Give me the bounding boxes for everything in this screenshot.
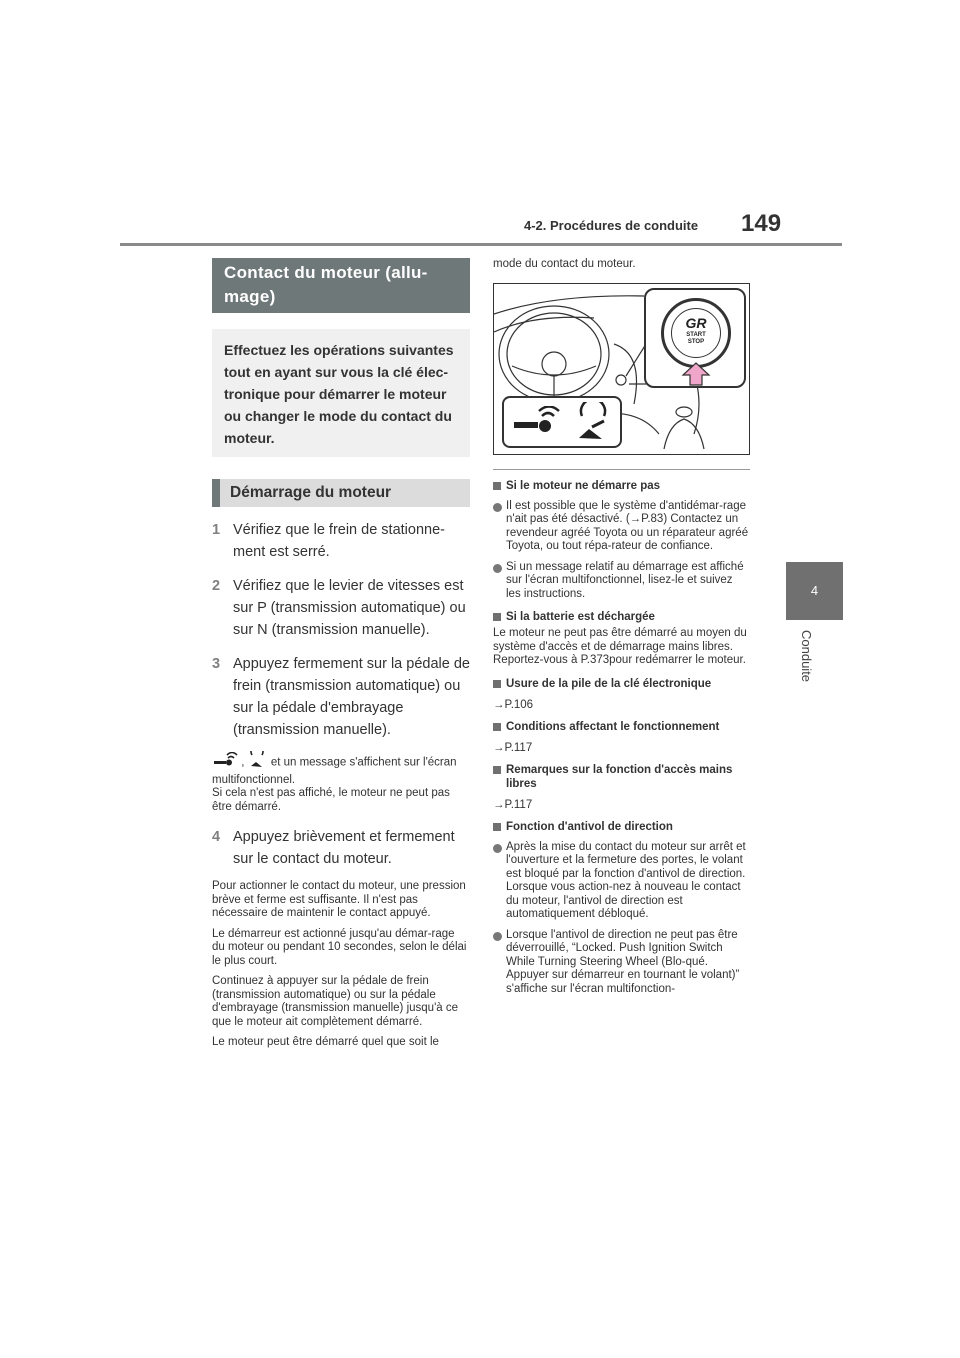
icon-separator: , <box>241 756 245 769</box>
start-stop-button[interactable]: GR START STOP <box>661 298 731 368</box>
start-button-zoom <box>644 288 746 388</box>
step-3-note: , et un message s'affichent sur l'écran multifonctionnel. Si cela n'est pas affiché, le moteur ne peut pas être démarré. <box>212 751 470 814</box>
bullet-item: Si un message relatif au démarrage est affiché sur l'écran multifonctionnel, lisez-le et suivez les instructions. <box>493 561 750 602</box>
page-reference[interactable]: →P.117 <box>493 798 533 811</box>
foot-on-pedal-icon <box>574 402 614 442</box>
heading-hands-free: Remarques sur la fonction d'accès mains libres <box>493 763 750 791</box>
heading-engine-no-start: Si le moteur ne démarre pas <box>493 479 750 493</box>
key-icon-box <box>502 396 622 448</box>
section-title: Contact du moteur (allu-mage) <box>212 258 470 313</box>
step-2: 2 Vérifiez que le levier de vitesses est sur P (transmission automatique) ou sur N (transmission manuelle). <box>212 578 466 638</box>
chapter-tab-label: Conduite <box>799 630 814 683</box>
battery-text: Le moteur ne peut pas être démarré au moyen du système d'accès et de démarrage mains libres. Reportez-vous à P.373pour redémarrer le moteur. <box>493 627 747 666</box>
heading-steering-lock: Fonction d'antivol de direction <box>493 820 750 834</box>
subsection-title: Démarrage du moteur <box>212 479 470 507</box>
gr-logo: GR <box>685 314 707 331</box>
electronic-key-icon <box>512 406 566 440</box>
bullet-item: Il est possible que le système d'antidémar-rage n'ait pas été désactivé. (→P.83) Contactez un revendeur agréé Toyota ou un réparateur agréé Toyota, ou tout répa-rateur de confiance. <box>493 500 750 554</box>
foot-on-pedal-icon <box>248 751 268 774</box>
figure-divider <box>493 469 750 470</box>
chapter-tab-number[interactable]: 4 <box>786 562 843 620</box>
paragraph: Continuez à appuyer sur la pédale de frein (transmission automatique) ou sur la pédale d'embrayage (transmission manuelle) jusqu'à ce que le moteur ait complètement démarré. <box>212 975 459 1028</box>
bullet-item: Après la mise du contact du moteur sur arrêt et l'ouverture et la fermeture des portes, le volant est bloqué par la fonction d'antivol de direction. Lorsque vous action-nez à nouveau le contact du moteur, l'antivol de direction est automatiquement débloqué. <box>493 841 750 922</box>
electronic-key-icon <box>212 752 238 773</box>
heading-conditions: Conditions affectant le fonctionnement <box>493 720 750 734</box>
heading-key-battery: Usure de la pile de la clé électronique <box>493 677 750 691</box>
right-column <box>493 258 750 996</box>
left-column <box>212 258 470 1050</box>
step-1: 1 Vérifiez que le frein de stationne-ment est serré. <box>212 522 445 560</box>
header-divider <box>120 243 842 246</box>
continued-text: mode du contact du moteur. <box>493 258 636 270</box>
page-reference[interactable]: →P.117 <box>493 741 533 754</box>
heading-battery: Si la batterie est déchargée <box>493 610 750 624</box>
page-reference[interactable]: →P.106 <box>493 698 534 711</box>
bullet-item: Lorsque l'antivol de direction ne peut pas être déverrouillé, “Locked. Push Ignition Switch While Turning Steering Wheel (Blo-qué. Appuyer sur démarreur en tournant le volant)” s'affiche sur l'écran multifonction- <box>493 929 750 997</box>
paragraph: Pour actionner le contact du moteur, une pression brève et ferme est suffisante. Il n'est pas nécessaire de maintenir le contact appuyé. <box>212 880 466 919</box>
section-header: 4-2. Procédures de conduite <box>524 218 699 233</box>
step-3: 3 Appuyez fermement sur la pédale de frein (transmission automatique) ou sur la pédale d'embrayage (transmission manuelle). <box>212 656 470 738</box>
page-number: 149 <box>741 210 782 237</box>
press-arrow-icon <box>681 362 711 386</box>
paragraph: Le démarreur est actionné jusqu'au démar-rage du moteur ou pendant 10 secondes, selon le délai le plus court. <box>212 927 467 967</box>
step-4: 4 Appuyez brièvement et fermement sur le contact du moteur. <box>212 829 455 867</box>
start-button-illustration <box>493 283 750 455</box>
intro-box: Effectuez les opérations suivantes tout en ayant sur vous la clé élec-tronique pour démarrer le moteur ou changer le mode du contact du moteur. <box>212 329 470 457</box>
paragraph: Le moteur peut être démarré quel que soit le <box>212 1036 439 1048</box>
